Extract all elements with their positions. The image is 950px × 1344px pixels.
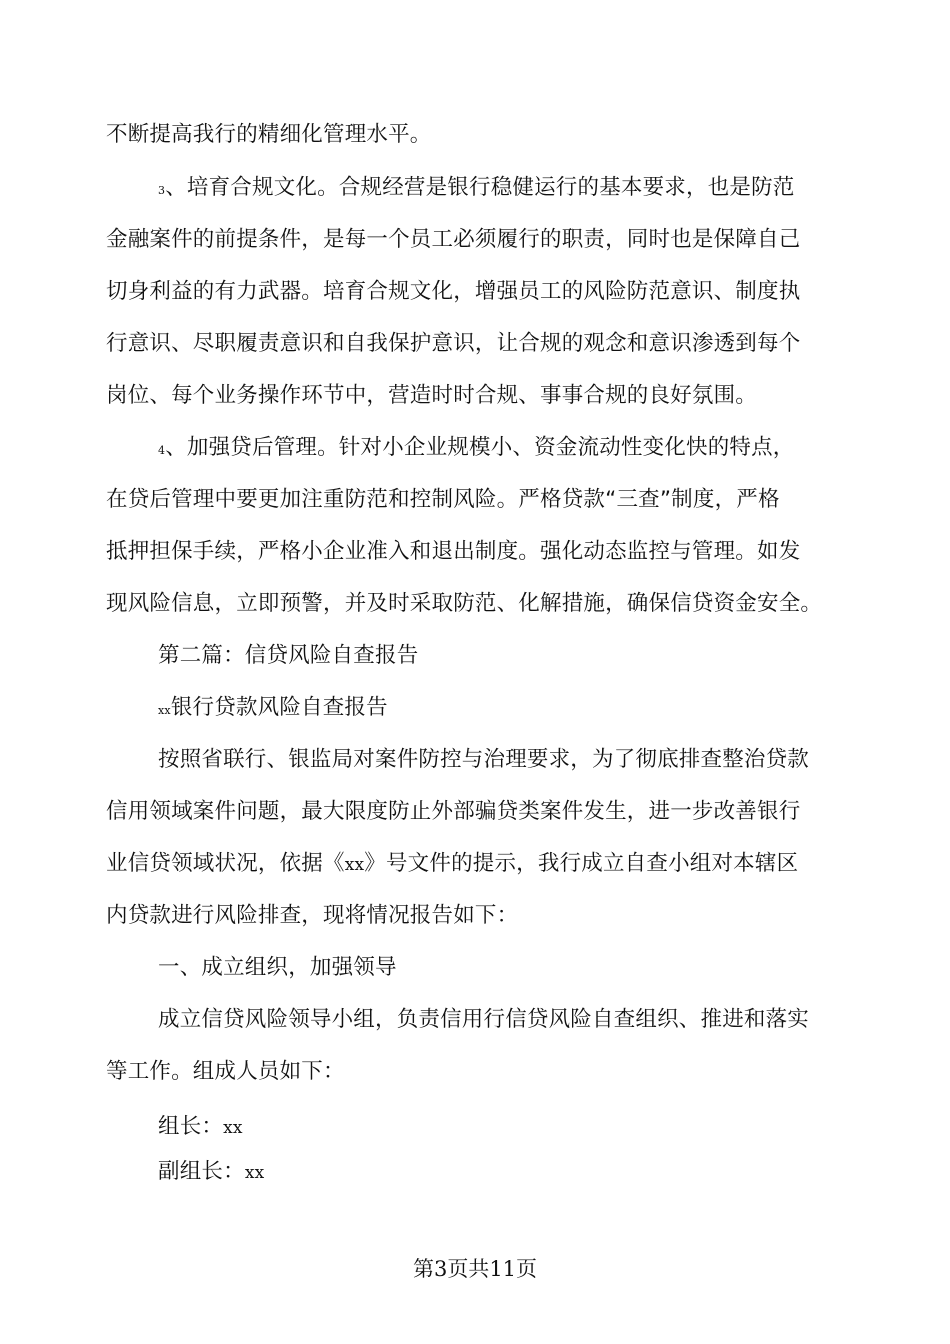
paragraph-line [106,797,800,827]
list-number: 3 [158,184,166,197]
deputy-leader-line [158,1157,264,1188]
field-value: xx [244,1163,265,1183]
paragraph-line [106,381,757,411]
text-run: 页共 [447,1257,490,1281]
field-value: xx [223,1118,243,1138]
list-number: 4 [158,444,166,457]
paragraph-line [158,1005,809,1035]
leader-line [158,1112,243,1143]
paragraph-line [106,277,800,307]
report-title [158,693,388,726]
text-run: 切身利益的有力武器。培育合规文化，增强员工的风险防范意识、制度执 [106,279,801,304]
heading [158,953,397,983]
section-heading [158,641,418,671]
text-run: 第 [412,1257,434,1281]
text-run: 金融案件的前提条件，是每一个员工必须履行的职责，同时也是保障自己 [106,227,801,252]
paragraph-line [106,120,432,150]
total-pages: 11 [489,1257,517,1281]
field-label: 副组长： [158,1159,245,1184]
paragraph-line [106,537,800,567]
text-run: 抵押担保手续，严格小企业准入和退出制度。强化动态监控与管理。如发 [106,539,801,564]
text-run: 、加强贷后管理。针对小企业规模小、资金流动性变化快的特点， [165,435,795,460]
placeholder-code: xx [158,704,171,717]
text-run: 行意识、尽职履责意识和自我保护意识，让合规的观念和意识渗透到每个 [106,331,801,356]
paragraph-line [106,589,822,619]
text-run: 成立信贷风险领导小组，负责信用行信贷风险自查组织、推进和落实 [158,1007,810,1032]
paragraph-line [106,901,518,931]
text-run: 岗位、每个业务操作环节中，营造时时合规、事事合规的良好氛围。 [106,383,758,408]
paragraph-line [106,1057,345,1087]
numbered-paragraph-line [158,173,795,206]
page-footer [0,1254,950,1284]
text-run: 在贷后管理中要更加注重防范和控制风险。严格贷款“三查”制度，严格 [106,487,780,512]
text-run: 银行贷款风险自查报告 [170,695,388,720]
numbered-paragraph-line [158,433,795,466]
text-run: 不断提高我行的精细化管理水平。 [106,122,432,147]
text-run: 现风险信息，立即预警，并及时采取防范、化解措施，确保信贷资金安全。 [106,591,823,616]
page-number: 3 [433,1257,448,1281]
paragraph-line [158,745,809,775]
text-run: 业信贷领域状况，依据《 [106,851,345,876]
text-run: 内贷款进行风险排查，现将情况报告如下： [106,903,519,928]
paragraph-line [106,849,798,880]
text-run: 页 [516,1257,538,1281]
text-run: 信用领域案件问题，最大限度防止外部骗贷类案件发生，进一步改善银行 [106,799,801,824]
field-label: 组长： [158,1114,224,1139]
paragraph-line [106,225,800,255]
text-run: 、培育合规文化。合规经营是银行稳健运行的基本要求，也是防范 [165,175,795,200]
text-run: 等工作。组成人员如下： [106,1059,345,1084]
paragraph-line [106,485,780,515]
paragraph-line [106,329,800,359]
placeholder-code: xx [344,855,365,875]
text-run: 第二篇：信贷风险自查报告 [158,643,419,668]
text-run: 一、成立组织，加强领导 [158,955,397,980]
text-run: 按照省联行、银监局对案件防控与治理要求，为了彻底排查整治贷款 [158,747,810,772]
text-run: 》号文件的提示，我行成立自查小组对本辖区 [364,851,799,876]
